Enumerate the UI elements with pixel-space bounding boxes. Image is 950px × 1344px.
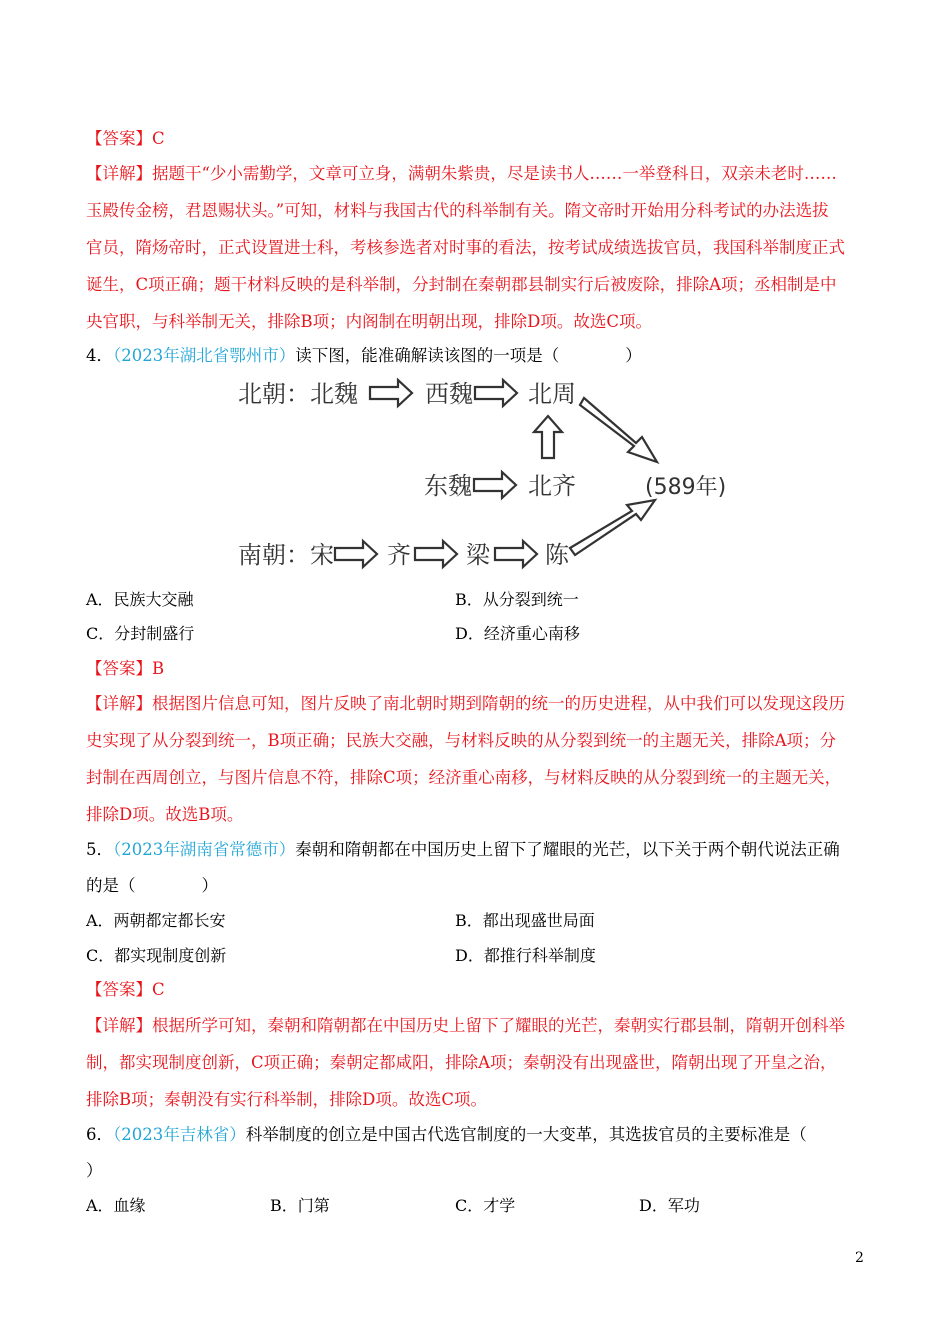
q4-option-a: A．民族大交融 [86,590,194,609]
q3-answer: 【答案】C [86,129,165,148]
up-arrow-icon [534,416,562,458]
q4-question: 读下图，能准确解读该图的一项是（ ） [295,346,642,365]
q6-option-c: C．才学 [455,1196,516,1215]
q6-stem [86,1125,807,1145]
q4-source: （2023年湖北省鄂州市） [113,346,296,365]
q4-option-b: B．从分裂到统一 [455,590,579,609]
q5-source: （2023年湖南省常德市） [113,840,296,859]
q4-option-d: D．经济重心南移 [455,624,580,643]
q4-detail-line: 排除D项。故选B项。 [86,805,244,824]
q5-answer: 【答案】C [86,980,165,999]
q4-number: 4． [86,346,113,365]
diagram-east-wei: 东魏 [424,472,472,500]
q6-question: 科举制度的创立是中国古代选官制度的一大变革，其选拔官员的主要标准是（ [245,1125,807,1144]
arrow-icon [495,541,537,567]
q3-detail-line: 官员，隋炀帝时，正式设置进士科，考核参选者对时事的看法，按考试成绩选拔官员，我国科举制度正式 [86,238,845,257]
q4-detail-line: 封制在西周创立，与图片信息不符，排除C项；经济重心南移，与材料反映的从分裂到统一的主题无关， [86,768,842,787]
q5-stem [86,840,840,860]
q6-stem-continued: ） [86,1161,103,1180]
diagram-north-qi: 北齐 [528,472,576,500]
q5-option-a: A．两朝都定都长安 [86,911,226,930]
q5-number: 5． [86,840,113,859]
diagram-north-label: 北朝：北魏 [238,380,358,408]
arrow-icon [335,541,377,567]
q6-option-a: A．血缘 [86,1196,146,1215]
q3-detail-line: 玉殿传金榜，君恩赐状头。”可知，材料与我国古代的科举制有关。隋文帝时开始用分科考试的办法选拔 [86,201,829,220]
arrow-icon [475,380,517,406]
arrow-icon [415,541,457,567]
q3-detail-line: 诞生，C项正确；题干材料反映的是科举制，分封制在秦朝郡县制实行后被废除，排除A项；丞相制是中 [86,275,837,294]
q4-option-c: C．分封制盛行 [86,624,195,643]
q5-option-d: D．都推行科举制度 [455,946,596,965]
q3-detail-line: 央官职，与科举制无关，排除B项；内阁制在明朝出现，排除D项。故选C项。 [86,312,652,331]
diagram-liang: 梁 [466,541,490,569]
q6-option-b: B．门第 [270,1196,330,1215]
q5-stem-continued: 的是（ ） [86,876,218,895]
q4-answer: 【答案】B [86,659,165,678]
diagram-year: (589年) [645,475,727,500]
q5-question: 秦朝和隋朝都在中国历史上留下了耀眼的光芒，以下关于两个朝代说法正确 [295,840,840,859]
diagram-north-zhou: 北周 [528,380,576,408]
diagonal-arrow-up-icon [570,500,655,555]
q5-detail-line: 制，都实现制度创新，C项正确；秦朝定都咸阳，排除A项；秦朝没有出现盛世，隋朝出现了开皇之治， [86,1053,837,1072]
diagram-chen: 陈 [545,541,569,569]
q4-detail-line: 【详解】根据图片信息可知，图片反映了南北朝时期到隋朝的统一的历史进程，从中我们可以发现这段历 [86,694,845,713]
diagram-qi: 齐 [387,541,411,569]
q3-detail-line: 【详解】据题干“少小需勤学，文章可立身，满朝朱紫贵，尽是读书人……一举登科日，双亲未老时…… [86,164,837,183]
q6-number: 6． [86,1125,113,1144]
q5-option-b: B．都出现盛世局面 [455,911,595,930]
q5-detail-line: 排除B项；秦朝没有实行科举制，排除D项。故选C项。 [86,1090,487,1109]
q6-source: （2023年吉林省） [113,1125,246,1144]
page-number: 2 [855,1250,864,1266]
arrow-icon [370,380,412,406]
diagonal-arrow-down-icon [580,398,657,462]
q5-detail-line: 【详解】根据所学可知，秦朝和隋朝都在中国历史上留下了耀眼的光芒，秦朝实行郡县制，隋朝开创科举 [86,1016,845,1035]
q6-option-d: D．军功 [639,1196,700,1215]
diagram-west-wei: 西魏 [425,380,473,408]
diagram-south-label: 南朝：宋 [238,541,334,569]
arrow-icon [474,472,516,498]
q4-detail-line: 史实现了从分裂到统一，B项正确；民族大交融，与材料反映的从分裂到统一的主题无关，排除A项；分 [86,731,837,750]
q5-option-c: C．都实现制度创新 [86,946,227,965]
